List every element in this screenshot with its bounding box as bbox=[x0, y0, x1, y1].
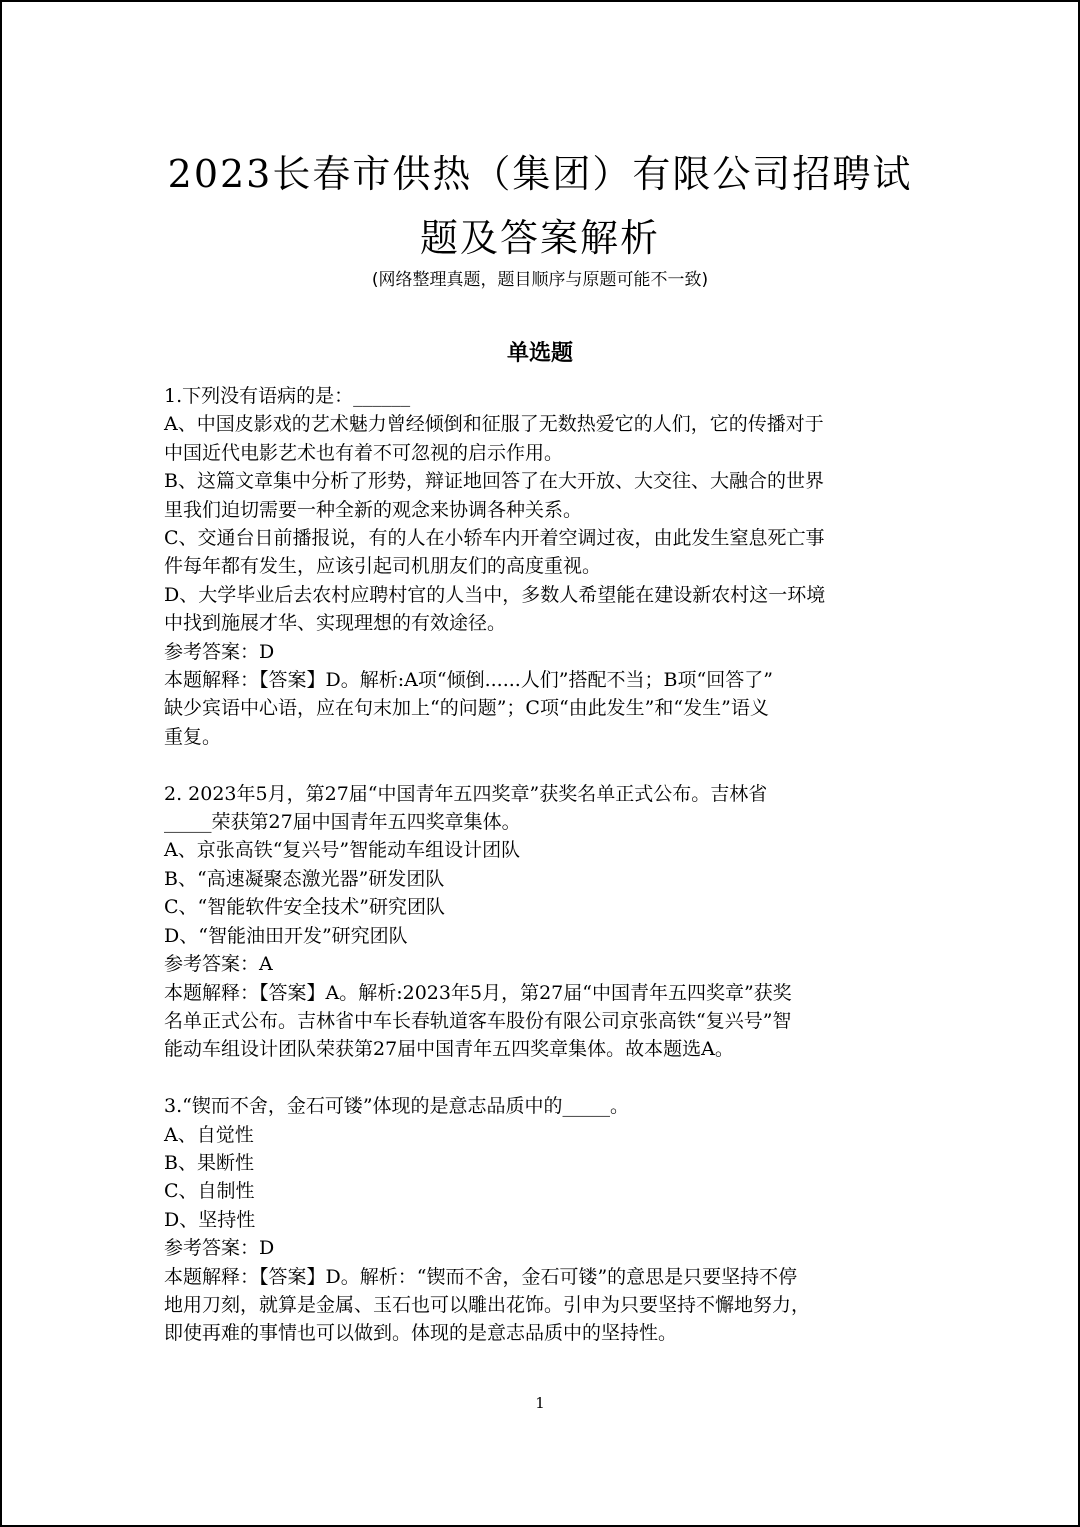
section-heading: 单选题 bbox=[506, 341, 573, 366]
question-text-line: C、自制性 bbox=[164, 1180, 255, 1203]
question-text-line: D、大学毕业后去农村应聘村官的人当中，多数人希望能在建设新农村这一环境 bbox=[164, 583, 826, 606]
question-text-line: 件每年都有发生，应该引起司机朋友们的高度重视。 bbox=[164, 555, 602, 578]
question-text-line: 中国近代电影艺术也有着不可忽视的启示作用。 bbox=[164, 441, 564, 464]
question-text-line: 重复。 bbox=[164, 725, 222, 748]
question-text-line: 本题解释：【答案】D。解析：“锲而不舍，金石可镂”的意思是只要坚持不停 bbox=[164, 1265, 798, 1288]
question-text-line: 参考答案：A bbox=[164, 953, 273, 976]
question-text-line: 本题解释：【答案】D。解析:A项“倾倒......人们”搭配不当；B项“回答了” bbox=[164, 669, 773, 692]
title-line-1: 2023长春市供热（集团）有限公司招聘试 bbox=[167, 152, 913, 196]
question-block bbox=[164, 1092, 924, 1348]
question-text-line: B、“高速凝聚态激光器”研发团队 bbox=[164, 867, 445, 890]
question-text-line: B、这篇文章集中分析了形势，辩证地回答了在大开放、大交往、大融合的世界 bbox=[164, 470, 824, 493]
question-text-line: A、京张高铁“复兴号”智能动车组设计团队 bbox=[164, 839, 521, 862]
question-text-line: 2. 2023年5月，第27届“中国青年五四奖章”获奖名单正式公布。吉林省 bbox=[164, 782, 768, 805]
question-text-line: 能动车组设计团队荣获第27届中国青年五四奖章集体。故本题选A。 bbox=[164, 1038, 734, 1061]
question-text-line: _____荣获第27届中国青年五四奖章集体。 bbox=[164, 811, 521, 834]
question-text-line: 参考答案：D bbox=[164, 1237, 275, 1260]
question-text-line: 地用刀刻，就算是金属、玉石也可以雕出花饰。引申为只要坚持不懈地努力， bbox=[164, 1293, 811, 1316]
question-text-line: 名单正式公布。吉林省中车长春轨道客车股份有限公司京张高铁“复兴号”智 bbox=[164, 1009, 792, 1032]
page-number: 1 bbox=[535, 1394, 545, 1412]
question-text-line: C、“智能软件安全技术”研究团队 bbox=[164, 896, 445, 919]
question-text-line: 参考答案：D bbox=[164, 640, 275, 663]
question-text-line: B、果断性 bbox=[164, 1151, 254, 1174]
question-block bbox=[164, 780, 924, 1064]
question-text-line: 本题解释：【答案】A。解析:2023年5月，第27届“中国青年五四奖章”获奖 bbox=[164, 981, 792, 1004]
question-text-line: 3.“锲而不舍，金石可镂”体现的是意志品质中的_____。 bbox=[164, 1095, 630, 1118]
question-block bbox=[164, 382, 924, 751]
question-text-line: D、坚持性 bbox=[164, 1208, 256, 1231]
question-list bbox=[164, 382, 924, 1348]
question-text-line: A、自觉性 bbox=[164, 1123, 254, 1146]
question-text-line: A、中国皮影戏的艺术魅力曾经倾倒和征服了无数热爱它的人们，它的传播对于 bbox=[164, 413, 824, 436]
document-subtitle: (网络整理真题，题目顺序与原题可能不一致) bbox=[371, 270, 709, 290]
question-text-line: 缺少宾语中心语，应在句末加上“的问题”；C项“由此发生”和“发生”语义 bbox=[164, 697, 769, 720]
question-text-line: D、“智能油田开发”研究团队 bbox=[164, 924, 408, 947]
title-line-2: 题及答案解析 bbox=[419, 216, 660, 260]
question-text-line: 即使再难的事情也可以做到。体现的是意志品质中的坚持性。 bbox=[164, 1322, 678, 1345]
question-text-line: C、交通台日前播报说，有的人在小轿车内开着空调过夜，由此发生窒息死亡事 bbox=[164, 527, 825, 550]
question-text-line: 1.下列没有语病的是：______ bbox=[164, 385, 411, 407]
document-title bbox=[2, 142, 1078, 270]
question-text-line: 中找到施展才华、实现理想的有效途径。 bbox=[164, 612, 507, 635]
question-text-line: 里我们迫切需要一种全新的观念来协调各种关系。 bbox=[164, 498, 583, 521]
